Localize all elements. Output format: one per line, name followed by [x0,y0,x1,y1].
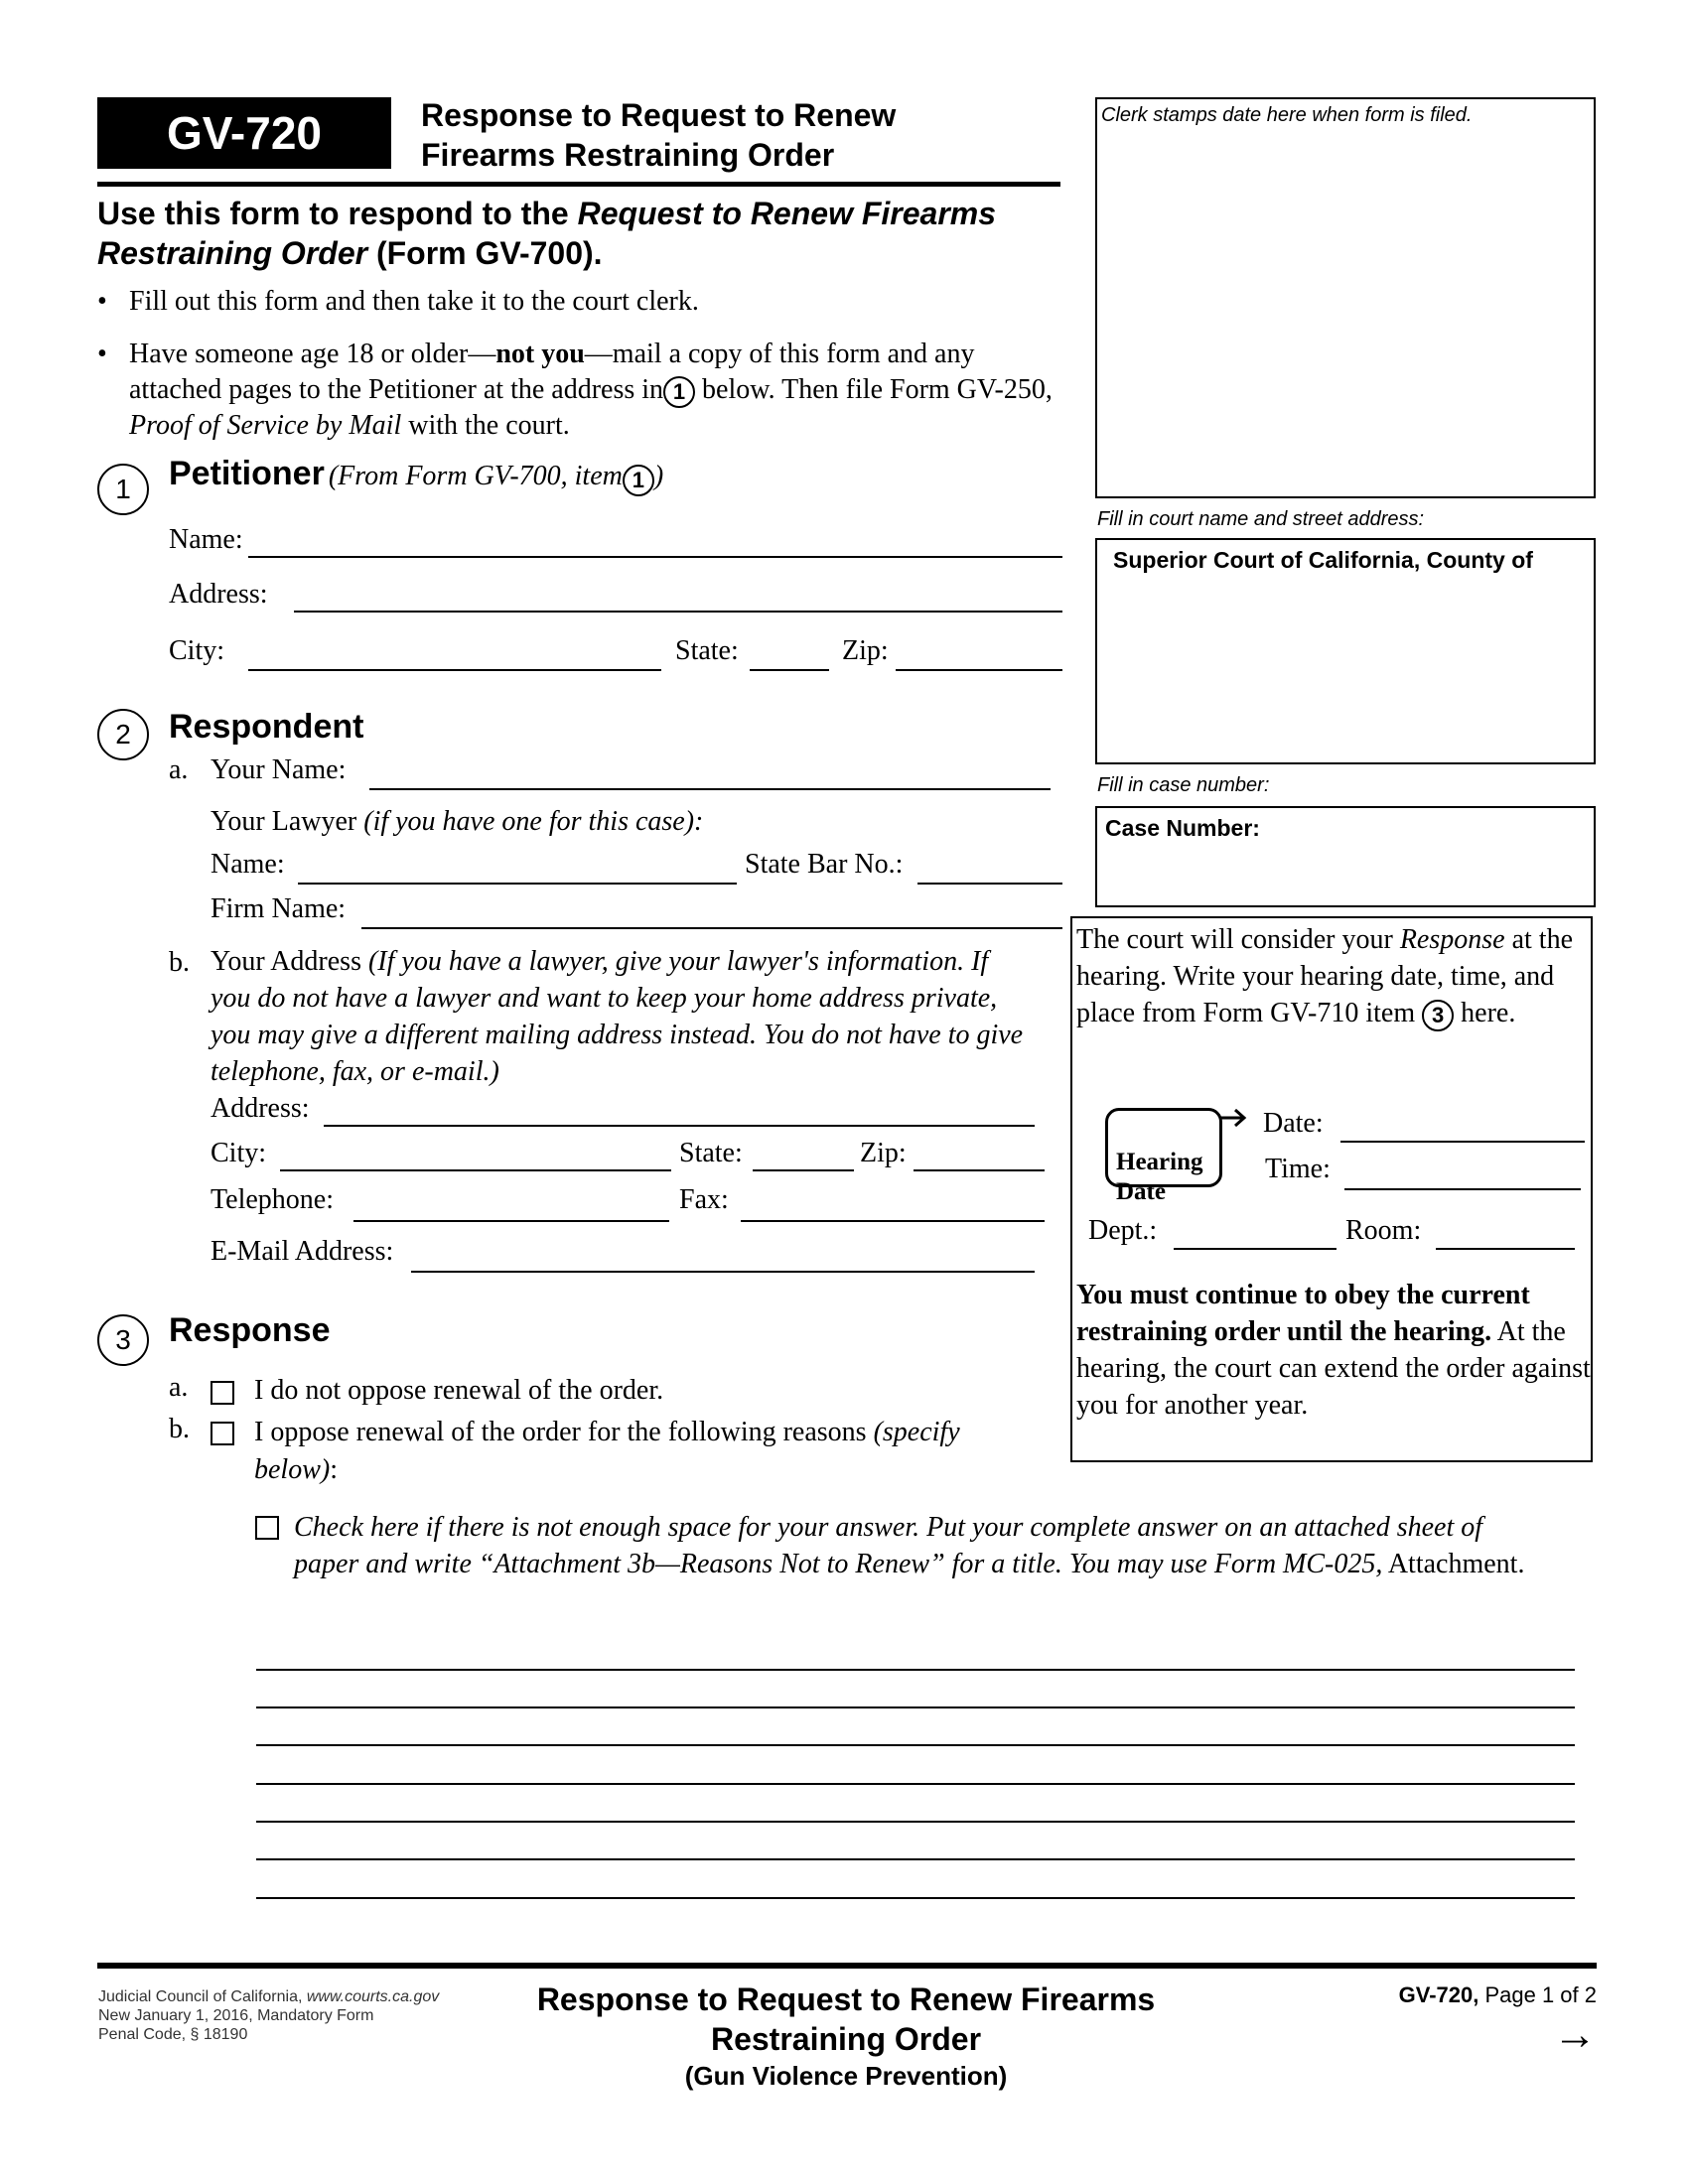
hearing-date-badge: Hearing Date [1105,1108,1222,1187]
section-2-number: 2 [97,709,149,760]
footer-title: Response to Request to Renew Firearms Restraining Order (Gun Violence Prevention) [536,1981,1156,2091]
petitioner-zip-field[interactable] [896,669,1062,671]
fax-field[interactable] [741,1220,1045,1222]
petitioner-zip-label: Zip: [842,635,889,666]
footer-citation: Judicial Council of California, www.courts.ca.gov New January 1, 2016, Mandatory Form Penal Code, § 18190 [98,1988,440,2043]
intro-heading: Use this form to respond to the Request to Renew Firearms Restraining Order (Form GV-700). [97,196,997,271]
case-number-label: Case Number: [1105,815,1260,841]
room-field[interactable] [1436,1248,1575,1250]
petitioner-city-field[interactable] [248,669,661,671]
petitioner-state-label: State: [675,635,739,666]
item-3-ref: 3 [1422,1000,1454,1031]
court-name-text: Superior Court of California, County of [1113,547,1533,573]
respondent-address-field[interactable] [324,1125,1035,1127]
response-b-letter: b. [169,1414,190,1444]
oppose-checkbox[interactable] [211,1422,234,1445]
reason-line[interactable] [256,1821,1575,1823]
court-name-box[interactable] [1095,538,1596,764]
item-1-ref: 1 [663,376,695,408]
respondent-name-label: Your Name: [211,754,347,785]
clerk-stamp-box[interactable] [1095,97,1596,498]
petitioner-address-field[interactable] [294,611,1062,613]
arrow-right-icon [1221,1106,1247,1130]
fax-label: Fax: [679,1184,729,1215]
form-id: GV-720 [167,107,322,159]
petitioner-name-label: Name: [169,524,243,555]
reason-line[interactable] [256,1783,1575,1785]
hearing-date-field[interactable] [1340,1141,1585,1143]
intro-bullet-2: • Have someone age 18 or older—not you—mail a copy of this form and any attached pages to the Petitioner at the address in 1 below. Then file Form GV-250, Proof of Service by Mail with the court. [97,339,1053,441]
header-rule [97,182,1060,187]
hearing-instructions: The court will consider your Response at the hearing. Write your hearing date, time, and place from Form GV-710 item 3 here. [1076,921,1593,1031]
respondent-city-label: City: [211,1138,267,1168]
firm-name-field[interactable] [361,927,1062,929]
respondent-a-letter: a. [169,754,189,785]
footer-page-number: GV-720, Page 1 of 2 [1398,1982,1597,2007]
petitioner-city-label: City: [169,635,225,666]
respondent-state-field[interactable] [753,1169,854,1171]
case-caption: Fill in case number: [1097,774,1270,796]
hearing-time-field[interactable] [1344,1188,1581,1190]
lawyer-name-label: Name: [211,849,285,880]
room-label: Room: [1345,1215,1422,1246]
footer-rule [97,1963,1597,1969]
dept-field[interactable] [1174,1248,1336,1250]
intro-bullet-1: • Fill out this form and then take it to the court clerk. [97,286,699,317]
state-bar-label: State Bar No.: [745,849,904,880]
email-field[interactable] [411,1271,1035,1273]
hearing-time-label: Time: [1265,1154,1331,1184]
respondent-zip-label: Zip: [860,1138,907,1168]
attachment-text: Check here if there is not enough space for your answer. Put your complete answer on an attached sheet of paper and write “Attachment 3b—Reasons Not to Renew” for a title. You may use Form MC-025, Attachment. [294,1512,1525,1579]
form-title: Response to Request to Renew Firearms Restraining Order [421,97,897,173]
court-caption: Fill in court name and street address: [1097,508,1425,530]
section-1-number: 1 [97,464,149,515]
firm-name-label: Firm Name: [211,893,347,924]
email-label: E-Mail Address: [211,1236,394,1267]
section-3-title: Response [169,1311,331,1349]
respondent-address-instructions: Your Address (If you have a lawyer, give your lawyer's information. If you do not have a lawyer and want to keep your home address private, you may give a different mailing address instead. You do not have to give telephone, fax, or e-mail.) [211,946,1024,1087]
no-oppose-text: I do not oppose renewal of the order. [254,1375,664,1406]
telephone-field[interactable] [353,1220,669,1222]
respondent-zip-field[interactable] [914,1169,1045,1171]
section-1-heading: Petitioner (From Form GV-700, item 1 ) [169,455,663,496]
petitioner-state-field[interactable] [750,669,829,671]
respondent-address-label: Address: [211,1093,310,1124]
attachment-checkbox[interactable] [255,1516,279,1540]
lawyer-name-field[interactable] [298,883,737,885]
telephone-label: Telephone: [211,1184,334,1215]
respondent-name-field[interactable] [369,788,1051,790]
item-1-ref: 1 [623,465,654,496]
state-bar-field[interactable] [917,883,1062,885]
reason-line[interactable] [256,1669,1575,1671]
dept-label: Dept.: [1088,1215,1158,1246]
section-2-title: Respondent [169,708,364,746]
reason-line[interactable] [256,1706,1575,1708]
obey-warning: You must continue to obey the current restraining order until the hearing. At the hearing, the court can extend the order against you for another year. [1076,1280,1591,1421]
hearing-date-label: Date: [1263,1108,1324,1139]
next-page-arrow-icon: → [1553,2010,1597,2059]
lawyer-label: Your Lawyer (if you have one for this case): [211,806,704,837]
reason-line[interactable] [256,1897,1575,1899]
respondent-city-field[interactable] [280,1169,671,1171]
no-oppose-checkbox[interactable] [211,1381,234,1405]
response-a-letter: a. [169,1372,189,1403]
form-id-badge [97,97,391,169]
petitioner-name-field[interactable] [248,556,1062,558]
clerk-stamp-label: Clerk stamps date here when form is filed. [1101,104,1473,126]
reason-line[interactable] [256,1858,1575,1860]
respondent-state-label: State: [679,1138,743,1168]
petitioner-address-label: Address: [169,579,268,610]
oppose-text: I oppose renewal of the order for the following reasons (specify below): [254,1417,960,1485]
reason-line[interactable] [256,1744,1575,1746]
case-number-box[interactable] [1095,806,1596,907]
respondent-b-letter: b. [169,947,190,978]
section-3-number: 3 [97,1314,149,1366]
